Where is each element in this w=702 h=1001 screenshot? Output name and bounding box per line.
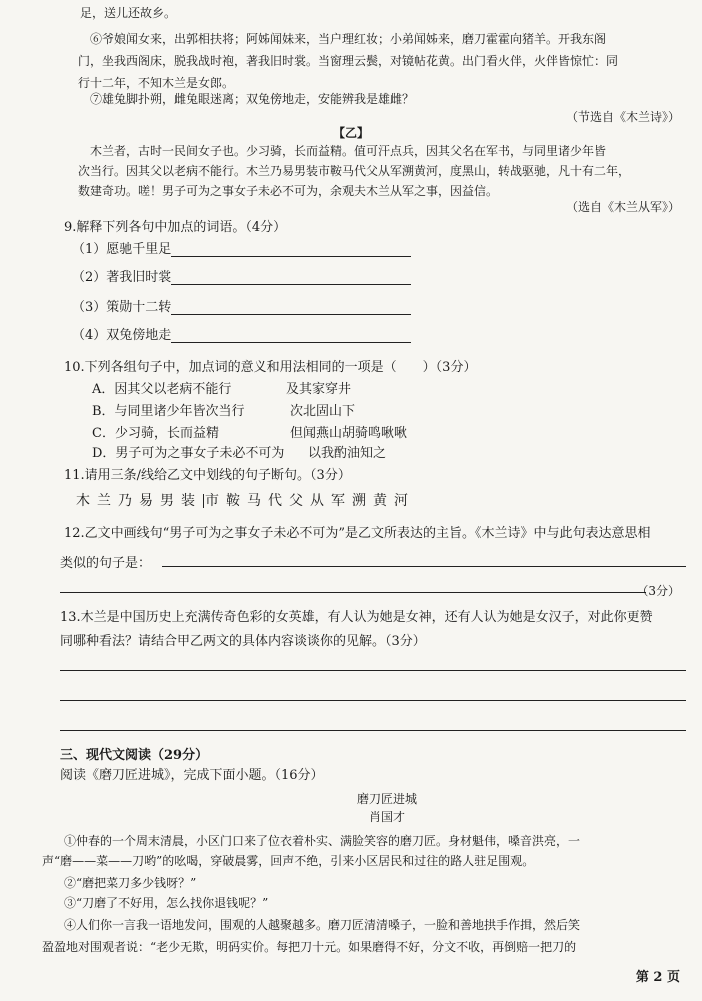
q10-option-d: D．男子可为之事女子未必不可为 <box>92 446 285 461</box>
q10-option-a: A．因其父以老病不能行 <box>92 382 232 397</box>
poem-line-3: 门，坐我西阁床，脱我战时袍，著我旧时裳。当窗理云鬓，对镜帖花黄。出门看火伴，火伴皆惊忙：同 <box>78 54 619 68</box>
passage-b-line-2: 次当行。因其父以老病不能行。木兰乃易男装市鞍马代父从军溯黄河，度黑山，转战驱驰，凡十有二年， <box>78 164 631 178</box>
page-number: 第 2 页 <box>635 970 680 985</box>
q9-answer-3[interactable] <box>171 302 411 315</box>
story-para-1b: 声“磨——菜——刀哟”的吆喝，穿破晨雾，回声不绝，引来小区居民和过往的路人驻足围观。 <box>42 854 535 868</box>
story-para-1a: ①仲春的一个周末清晨，小区门口来了位衣着朴实、满脸笑容的磨刀匠。身材魁伟，嗓音洪亮，一 <box>64 834 581 848</box>
q10-option-b-pair: 次北固山下 <box>290 404 356 419</box>
story-title: 磨刀匠进城 <box>356 792 417 806</box>
poem-line-4: 行十二年，不知木兰是女郎。 <box>78 76 235 90</box>
q9-item-4 <box>72 324 411 343</box>
q9-item-4-text: （4）双兔傍地走 <box>72 328 172 343</box>
story-para-4b: 盈盈地对围观者说：“老少无欺，明码实价。每把刀十元。如果磨得不好，分文不收，再倒赔一把刀的 <box>42 940 577 954</box>
q9-item-3-text: （3）策勋十二转 <box>72 300 172 315</box>
q11-sentence[interactable] <box>76 490 415 510</box>
q13-answer-line-1[interactable] <box>60 670 686 671</box>
q9-answer-2[interactable] <box>171 272 411 285</box>
story-author: 肖国才 <box>368 810 405 824</box>
section-3-heading: 三、现代文阅读（29分） <box>60 748 209 763</box>
q10-option-c: C．少习骑，长而益精 <box>92 426 219 441</box>
passage-b-line-3: 数建奇功。嗟！男子可为之事女子未必不可为，余观夫木兰从军之事，因益信。 <box>78 184 499 198</box>
q12-stem: 12.乙文中画线句“男子可为之事女子未必不可为”是乙文所表达的主旨。《木兰诗》中与此句表达意思相 <box>64 526 651 541</box>
poem-line-5: ⑦雄兔脚扑朔，雌兔眼迷离；双兔傍地走，安能辨我是雄雌？ <box>90 92 415 106</box>
story-para-2: ②“磨把菜刀多少钱呀？” <box>64 876 197 890</box>
q10-option-b: B．与同里诸少年皆次当行 <box>92 404 245 419</box>
passage-b-title: 【乙】 <box>332 126 369 140</box>
q9-item-2 <box>72 266 411 285</box>
poem-source: （节选自《木兰诗》） <box>565 110 680 124</box>
q9-item-1-text: （1）愿驰千里足 <box>72 242 172 257</box>
q9-answer-4[interactable] <box>171 330 411 343</box>
q9-stem: 9.解释下列各句中加点的词语。（4分） <box>64 220 287 235</box>
story-para-3: ③“刀磨了不好用，怎么找你退钱呢？” <box>64 896 269 910</box>
q10-stem: 10.下列各组句子中，加点词的意义和用法相同的一项是（ ）（3分） <box>64 360 477 375</box>
q11-stem: 11.请用三条/线给乙文中划线的句子断句。（3分） <box>64 468 351 483</box>
passage-b-line-1: 木兰者，古时一民间女子也。少习骑，长而益精。值可汗点兵，因其父名在军书，与同里诸少年皆 <box>90 144 607 158</box>
passage-b-source: （选自《木兰从军》） <box>565 200 680 214</box>
q9-answer-1[interactable] <box>171 244 411 257</box>
q12-stem-2: 类似的句子是： <box>60 556 152 571</box>
q11-chars-a: 木兰乃易男装 <box>76 493 202 509</box>
q13-answer-line-2[interactable] <box>60 700 686 701</box>
poem-line-2: ⑥爷娘闻女来，出郭相扶将；阿姊闻妹来，当户理红妆；小弟闻姊来，磨刀霍霍向猪羊。开我东阁 <box>90 32 607 46</box>
q9-item-2-text: （2）著我旧时裳 <box>72 270 172 285</box>
q13-stem-2: 同哪种看法？请结合甲乙两文的具体内容谈谈你的见解。（3分） <box>60 634 426 649</box>
q12-score: （3分） <box>636 584 680 598</box>
q10-option-d-pair: 以我酌油知之 <box>308 446 387 461</box>
q9-item-1 <box>72 238 411 257</box>
q9-item-3 <box>72 296 411 315</box>
q11-break-mark <box>203 494 204 508</box>
story-para-4a: ④人们你一言我一语地发问，围观的人越聚越多。磨刀匠清清嗓子，一脸和善地拱手作揖，然后笑 <box>64 918 581 932</box>
q10-option-a-pair: 及其家穿井 <box>286 382 352 397</box>
poem-line-1: 足，送儿还故乡。 <box>80 6 177 20</box>
q13-answer-line-3[interactable] <box>60 730 686 731</box>
q10-option-c-pair: 但闻燕山胡骑鸣啾啾 <box>290 426 408 441</box>
q11-chars-b: 市鞍马代父从军溯黄河 <box>205 493 415 509</box>
q12-answer-line-2[interactable] <box>60 592 646 593</box>
section-3-intro: 阅读《磨刀匠进城》，完成下面小题。（16分） <box>60 768 324 783</box>
q12-answer-line-1[interactable] <box>162 566 686 567</box>
q13-stem: 13.木兰是中国历史上充满传奇色彩的女英雄，有人认为她是女神，还有人认为她是女汉子，对此你更赞 <box>60 610 653 625</box>
